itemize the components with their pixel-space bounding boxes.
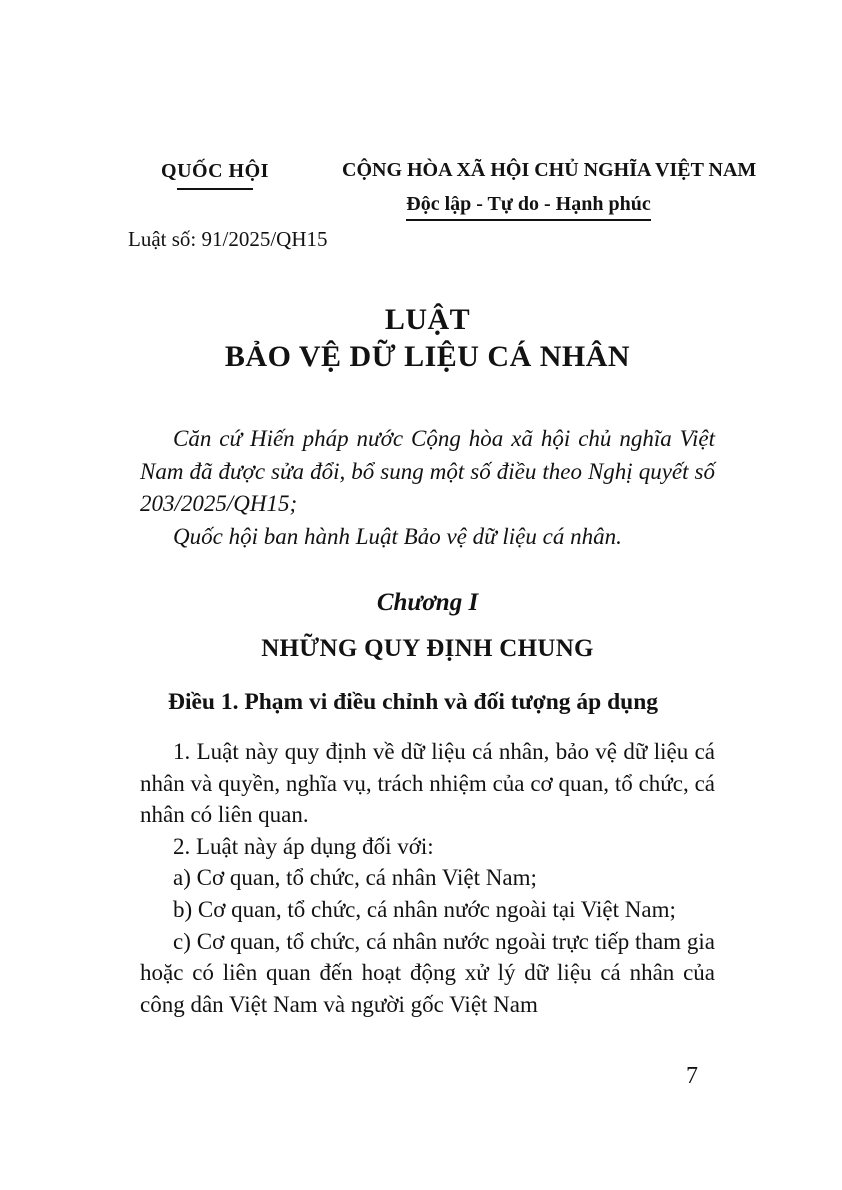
clause-paragraph: 1. Luật này quy định về dữ liệu cá nhân, bảo vệ dữ liệu cá nhân và quyền, nghĩa vụ, trách nhiệm của cơ quan, tổ chức, cá nhân có liên quan. [140, 739, 715, 828]
page-number: 7 [686, 1063, 698, 1089]
preamble-paragraph: Quốc hội ban hành Luật Bảo vệ dữ liệu cá nhân. [173, 523, 622, 549]
national-title: CỘNG HÒA XÃ HỘI CHỦ NGHĨA VIỆT NAM [342, 159, 757, 181]
clause-paragraph: a) Cơ quan, tổ chức, cá nhân Việt Nam; [173, 865, 537, 891]
law-number: Luật số: 91/2025/QH15 [128, 227, 328, 251]
national-motto: Độc lập - Tự do - Hạnh phúc [406, 193, 650, 221]
preamble [140, 423, 715, 553]
chapter-title: NHỮNG QUY ĐỊNH CHUNG [261, 635, 594, 662]
chapter-number: Chương I [376, 589, 479, 616]
issuer-heading: QUỐC HỘI [161, 160, 269, 182]
preamble-paragraph: Căn cứ Hiến pháp nước Cộng hòa xã hội chủ nghĩa Việt Nam đã được sửa đổi, bổ sung một số điều theo Nghị quyết số 203/2025/QH15; [140, 426, 715, 516]
document-title-line1: LUẬT [384, 303, 471, 336]
clause-paragraph: c) Cơ quan, tổ chức, cá nhân nước ngoài trực tiếp tham gia hoặc có liên quan đến hoạt động xử lý dữ liệu cá nhân của công dân Việt Nam và người gốc Việt Nam [140, 928, 715, 1017]
article-body [140, 736, 715, 1020]
chapter-heading [140, 588, 715, 664]
document-title [140, 301, 715, 375]
document-title-line2: BẢO VỆ DỮ LIỆU CÁ NHÂN [224, 340, 631, 373]
issuer-underline [177, 188, 253, 190]
clause-paragraph: 2. Luật này áp dụng đối với: [173, 833, 434, 859]
article-heading: Điều 1. Phạm vi điều chỉnh và đối tượng áp dụng [168, 689, 659, 715]
national-header-block [342, 158, 757, 221]
national-motto-wrap [342, 193, 715, 221]
document-header [140, 158, 757, 221]
clause-paragraph: b) Cơ quan, tổ chức, cá nhân nước ngoài tại Việt Nam; [173, 896, 676, 922]
issuer-block [140, 158, 290, 190]
